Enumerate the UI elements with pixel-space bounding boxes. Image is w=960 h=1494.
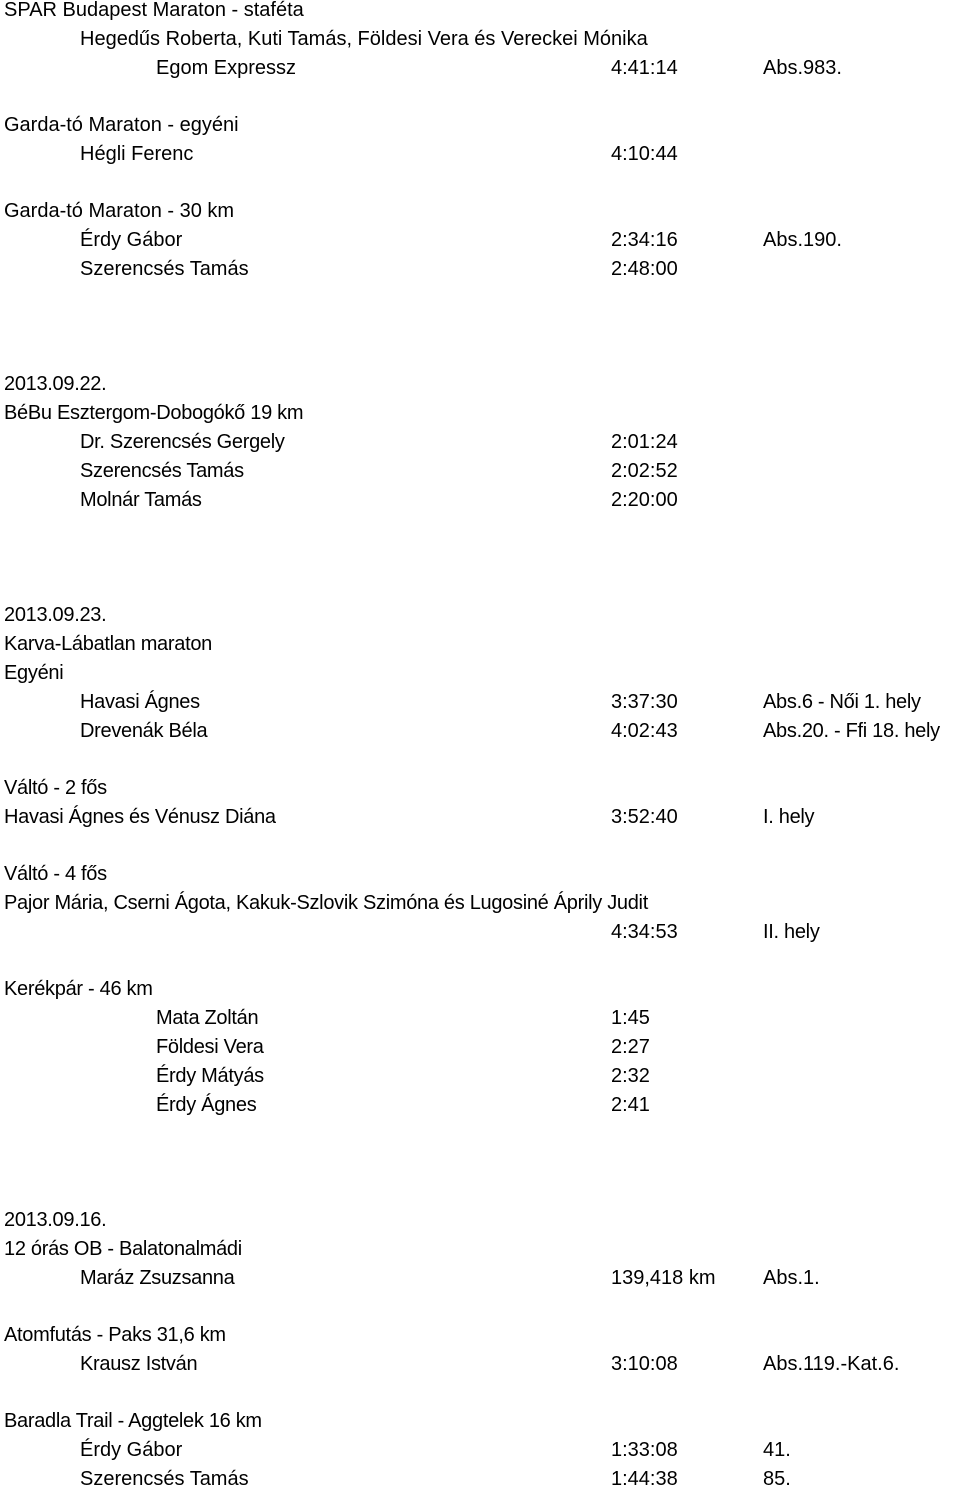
result-place: I. hely <box>763 806 815 828</box>
result-place: Abs.1. <box>763 1267 820 1289</box>
result-time: 2:48:00 <box>611 258 678 280</box>
runner-name: Havasi Ágnes <box>80 691 200 713</box>
rider-name: Földesi Vera <box>156 1036 264 1058</box>
result-time: 2:02:52 <box>611 460 678 482</box>
result-time: 3:10:08 <box>611 1353 678 1375</box>
event-date: 2013.09.23. <box>4 604 107 626</box>
result-time: 2:20:00 <box>611 489 678 511</box>
rider-name: Érdy Mátyás <box>156 1065 264 1087</box>
runner-name: Szerencsés Tamás <box>80 460 244 482</box>
event-title: Atomfutás - Paks 31,6 km <box>4 1324 226 1346</box>
result-place: Abs.119.-Kat.6. <box>763 1353 900 1375</box>
runner-name: Hégli Ferenc <box>80 143 194 165</box>
rider-name: Mata Zoltán <box>156 1007 259 1029</box>
participants: Hegedűs Roberta, Kuti Tamás, Földesi Vera és Vereckei Mónika <box>80 28 648 50</box>
result-place: Abs.190. <box>763 229 842 251</box>
result-time: 4:34:53 <box>611 921 678 943</box>
result-place: Abs.983. <box>763 57 842 79</box>
event-title: 12 órás OB - Balatonalmádi <box>4 1238 242 1260</box>
result-time: 2:01:24 <box>611 431 678 453</box>
event-title: BéBu Esztergom-Dobogókő 19 km <box>4 402 304 424</box>
result-place: 41. <box>763 1439 791 1461</box>
result-time: 1:45 <box>611 1007 650 1029</box>
category-label: Kerékpár - 46 km <box>4 978 153 1000</box>
runner-name: Érdy Gábor <box>80 229 183 251</box>
event-title: SPAR Budapest Maraton - staféta <box>4 0 304 21</box>
event-date: 2013.09.22. <box>4 373 107 395</box>
result-distance: 139,418 km <box>611 1267 716 1289</box>
result-time: 4:02:43 <box>611 720 678 742</box>
runner-name: Krausz István <box>80 1353 198 1375</box>
result-time: 2:27 <box>611 1036 650 1058</box>
result-time: 3:37:30 <box>611 691 678 713</box>
category-label: Váltó - 2 fős <box>4 777 107 799</box>
event-title: Garda-tó Maraton - egyéni <box>4 114 239 136</box>
result-time: 2:41 <box>611 1094 650 1116</box>
runner-name: Drevenák Béla <box>80 720 208 742</box>
category-label: Váltó - 4 fős <box>4 863 107 885</box>
result-time: 1:44:38 <box>611 1468 678 1490</box>
team-name: Egom Expressz <box>156 57 297 79</box>
runner-name: Szerencsés Tamás <box>80 258 249 280</box>
result-place: Abs.20. - Ffi 18. hely <box>763 720 940 742</box>
result-time: 4:41:14 <box>611 57 678 79</box>
result-time: 2:34:16 <box>611 229 678 251</box>
runner-name: Maráz Zsuzsanna <box>80 1267 235 1289</box>
result-place: Abs.6 - Női 1. hely <box>763 691 921 713</box>
result-place: II. hely <box>763 921 820 943</box>
runner-name: Dr. Szerencsés Gergely <box>80 431 285 453</box>
result-time: 4:10:44 <box>611 143 678 165</box>
relay-names: Havasi Ágnes és Vénusz Diána <box>4 806 276 828</box>
relay-names: Pajor Mária, Cserni Ágota, Kakuk-Szlovik Szimóna és Lugosiné Áprily Judit <box>4 892 648 914</box>
result-place: 85. <box>763 1468 791 1490</box>
event-title: Garda-tó Maraton - 30 km <box>4 200 235 222</box>
runner-name: Szerencsés Tamás <box>80 1468 249 1490</box>
runner-name: Érdy Gábor <box>80 1439 183 1461</box>
rider-name: Érdy Ágnes <box>156 1094 257 1116</box>
category-label: Egyéni <box>4 662 64 684</box>
event-title: Baradla Trail - Aggtelek 16 km <box>4 1410 262 1432</box>
result-time: 3:52:40 <box>611 806 678 828</box>
event-title: Karva-Lábatlan maraton <box>4 633 212 655</box>
event-date: 2013.09.16. <box>4 1209 107 1231</box>
result-time: 2:32 <box>611 1065 650 1087</box>
runner-name: Molnár Tamás <box>80 489 202 511</box>
result-time: 1:33:08 <box>611 1439 678 1461</box>
